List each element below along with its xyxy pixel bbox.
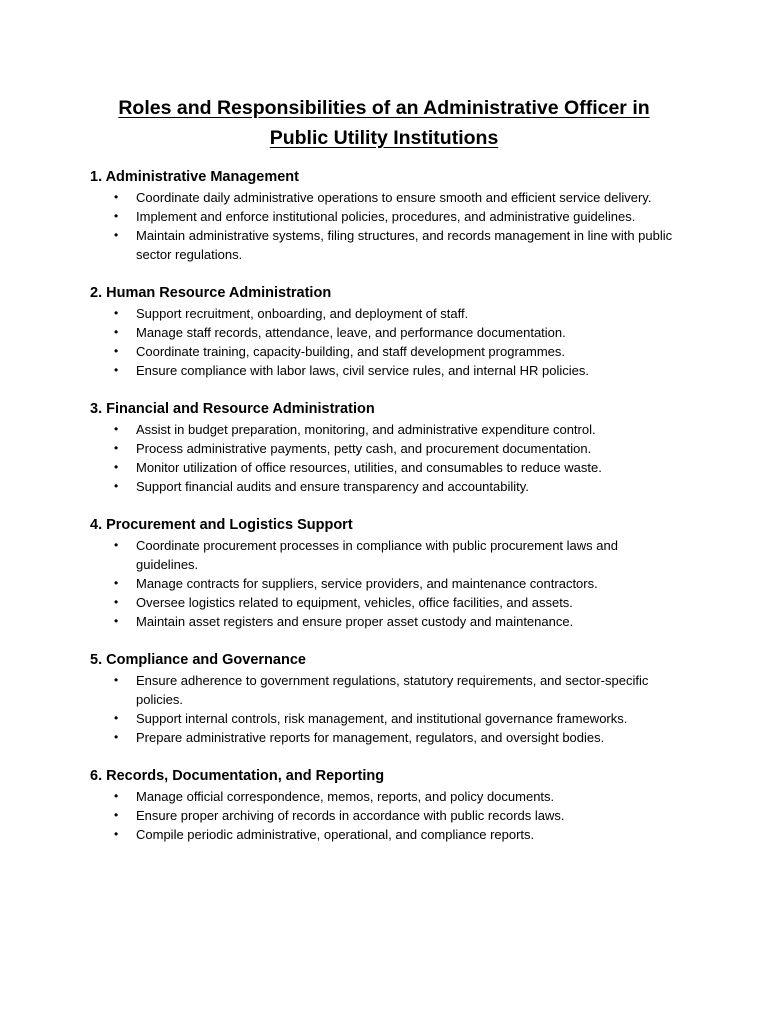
bullet-dot-icon: • [114,479,119,493]
bullet-item [90,226,678,264]
bullet-item [90,593,678,612]
bullet-item [90,188,678,207]
bullet-dot-icon: • [114,441,119,455]
bullet-item [90,477,678,496]
bullet-text: Process administrative payments, petty cash, and procurement documentation. [136,441,592,456]
bullet-dot-icon: • [114,190,119,204]
bullet-item [90,342,678,361]
bullet-dot-icon: • [114,325,119,339]
bullet-dot-icon: • [114,730,119,744]
bullet-dot-icon: • [114,576,119,590]
bullet-text: Coordinate daily administrative operations to ensure smooth and efficient service delivery. [136,190,652,205]
bullet-item [90,574,678,593]
bullet-item [90,323,678,342]
bullet-item [90,787,678,806]
bullet-list [90,536,678,631]
bullet-dot-icon: • [114,422,119,436]
bullet-item [90,420,678,439]
document-section [90,650,678,747]
bullet-item [90,439,678,458]
section-heading: 1. Administrative Management [90,169,299,185]
bullet-dot-icon: • [114,673,119,687]
section-heading: 6. Records, Documentation, and Reporting [90,768,385,784]
bullet-item [90,458,678,477]
bullet-text: Prepare administrative reports for management, regulators, and oversight bodies. [136,730,605,745]
bullet-dot-icon: • [114,363,119,377]
bullet-list [90,787,678,844]
bullet-text: Support internal controls, risk management, and institutional governance frameworks. [136,711,628,726]
bullet-text: Manage official correspondence, memos, reports, and policy documents. [136,789,555,804]
bullet-text: Implement and enforce institutional policies, procedures, and administrative guidelines. [136,209,636,224]
bullet-item [90,612,678,631]
bullet-text: Oversee logistics related to equipment, vehicles, office facilities, and assets. [136,595,573,610]
bullet-item [90,709,678,728]
bullet-list [90,304,678,380]
sections-container [90,167,678,844]
bullet-item [90,207,678,226]
bullet-text: Compile periodic administrative, operational, and compliance reports. [136,827,535,842]
document-section [90,167,678,264]
bullet-text: Coordinate procurement processes in compliance with public procurement laws and guidelines. [136,538,618,572]
document-section [90,283,678,380]
document-section [90,399,678,496]
section-heading: 2. Human Resource Administration [90,285,332,301]
bullet-dot-icon: • [114,827,119,841]
bullet-text: Ensure compliance with labor laws, civil service rules, and internal HR policies. [136,363,590,378]
bullet-item [90,671,678,709]
section-heading: 4. Procurement and Logistics Support [90,517,353,533]
bullet-text: Ensure proper archiving of records in accordance with public records laws. [136,808,565,823]
bullet-dot-icon: • [114,209,119,223]
document-title-line2: Public Utility Institutions [269,127,499,149]
bullet-list [90,188,678,264]
bullet-item [90,536,678,574]
bullet-dot-icon: • [114,808,119,822]
bullet-item [90,806,678,825]
bullet-dot-icon: • [114,595,119,609]
document-title [90,93,678,153]
bullet-text: Ensure adherence to government regulations, statutory requirements, and sector-specific policies. [136,673,649,707]
bullet-text: Manage staff records, attendance, leave, and performance documentation. [136,325,566,340]
bullet-item [90,304,678,323]
bullet-text: Support financial audits and ensure transparency and accountability. [136,479,529,494]
bullet-text: Manage contracts for suppliers, service providers, and maintenance contractors. [136,576,598,591]
bullet-text: Monitor utilization of office resources, utilities, and consumables to reduce waste. [136,460,602,475]
bullet-dot-icon: • [114,460,119,474]
document-section [90,766,678,844]
section-heading: 3. Financial and Resource Administration [90,401,375,417]
bullet-dot-icon: • [114,306,119,320]
bullet-text: Assist in budget preparation, monitoring, and administrative expenditure control. [136,422,596,437]
bullet-dot-icon: • [114,614,119,628]
bullet-dot-icon: • [114,228,119,242]
bullet-list [90,420,678,496]
bullet-text: Maintain administrative systems, filing structures, and records management in line with public sector regulations. [136,228,673,262]
bullet-item [90,361,678,380]
bullet-list [90,671,678,747]
section-heading: 5. Compliance and Governance [90,652,306,668]
bullet-text: Support recruitment, onboarding, and deployment of staff. [136,306,469,321]
bullet-item [90,728,678,747]
bullet-dot-icon: • [114,711,119,725]
bullet-dot-icon: • [114,789,119,803]
bullet-dot-icon: • [114,344,119,358]
document-section [90,515,678,631]
bullet-text: Coordinate training, capacity-building, and staff development programmes. [136,344,565,359]
bullet-item [90,825,678,844]
document-title-line1: Roles and Responsibilities of an Administrative Officer in [118,97,650,119]
bullet-dot-icon: • [114,538,119,552]
bullet-text: Maintain asset registers and ensure proper asset custody and maintenance. [136,614,574,629]
